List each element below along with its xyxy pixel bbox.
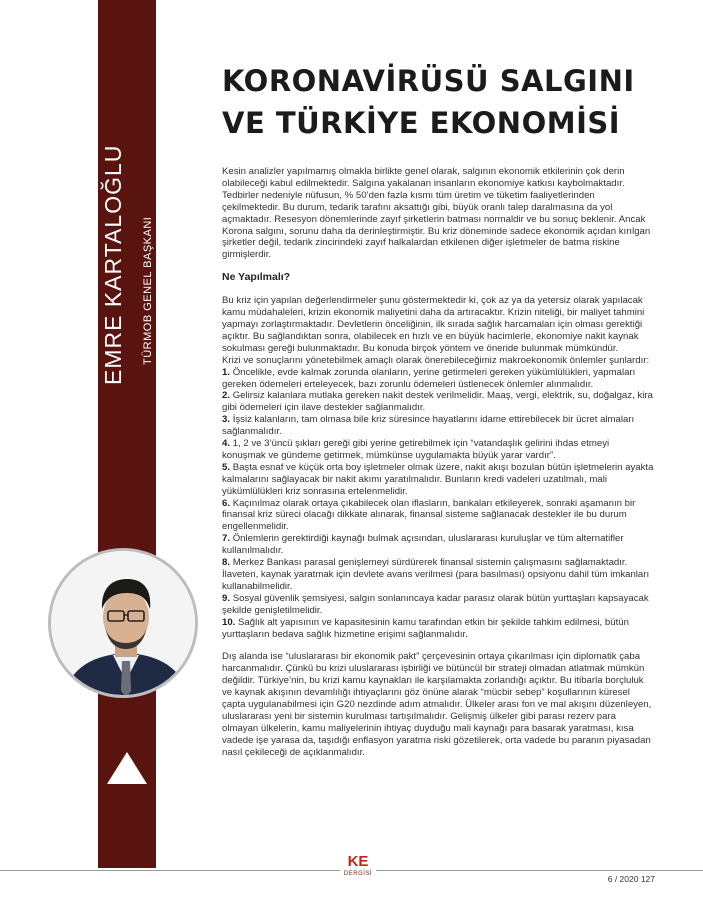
article-body <box>222 166 654 759</box>
measures-list <box>222 367 654 641</box>
article-title-line2: VE TÜRKİYE EKONOMİSİ <box>222 106 621 140</box>
list-item: 10. Sağlık alt yapısının ve kapasitesinin kamu tarafından etkin bir şekilde tahkim edilmesi, bütün yurttaşların bedava sağlık hizmetine erişimi sağlanmalıdır. <box>222 616 629 640</box>
list-item: 7. Önlemlerin gerektirdiği kaynağı bulmak açısından, uluslararası kuruluşlar ve tüm alternatifler kullanılmalıdır. <box>222 533 624 557</box>
page-number: 6 / 2020 127 <box>607 874 655 884</box>
list-item: 1. Öncelikle, evde kalmak zorunda olanların, yerine getirmeleri gereken yükümlülükleri, yapmaları gereken ödemeleri erteleyecek, bazı zorunlu ödemeleri üstlenecek önlemler alınmalıdır. <box>222 366 636 390</box>
body-paragraph: Bu kriz için yapılan değerlendirmeler şunu göstermektedir ki, çok az ya da yetersiz olarak yapılacak kamu müdahaleleri, krizin ekonomik maliyetini daha da artıracaktır. Krizin niteliği, bir maliyet tahmini yapmayı zorlaştırmaktadır. Devletlerin önceliğinin, ilk sırada sağlık harcamaları için olması gerektiği açıktır. Bu sağlandıktan sonra, olabilecek en hızlı ve en büyük hacimlerle, ekonomiye nakit kaynak sokulması gereği bulunmaktadır. Bu konuda birçok yöntem ve öneride bulunmak mümkündür. <box>222 295 645 354</box>
up-arrow-icon <box>107 752 147 784</box>
author-portrait-illustration <box>51 551 198 698</box>
logo-text: DERGİSİ <box>343 871 373 877</box>
author-name: EMRE KARTALOĞLU <box>100 144 126 385</box>
list-item: 8. Merkez Bankası parasal genişlemeyi sürdürerek finansal sistemin çalışmasını sağlamaktadır. İlaveten, kaynak yaratmak için devlete avans verilmesi (para basılması) opsiyonu dahil tüm imkanları kullanabilmelidir. <box>222 557 650 592</box>
list-item: 5. Başta esnaf ve küçük orta boy işletmeler olmak üzere, nakit akışı bozulan bütün işletmelerin ayakta kalmalarını sağlayacak bir nakit akımı yaratılmalıdır. Bunların kredi vadeleri uzatılmalı, mali yükümlülükleri kriz sonrasına ertelenmelidir. <box>222 461 654 497</box>
body-paragraph: Krizi ve sonuçlarını yönetebilmek amaçlı olarak önerebileceğimiz makroekonomik önlemler şunlardır: <box>222 354 650 366</box>
list-item: 4. 1, 2 ve 3’üncü şıkları gereği gibi yerine getirebilmek için “vatandaşlık gelirini ihdas etmeyi konuşmak ve gündeme getirmek, mümkünse uygulamakta büyük yarar vardır”. <box>222 438 610 461</box>
section-subheading: Ne Yapılmalı? <box>222 271 291 284</box>
intro-paragraph: Kesin analizler yapılmamış olmakla birlikte genel olarak, salgının ekonomik etkilerinin çok derin olabileceği kabul edilmektedir. Salgına yakalanan insanların ekonomiye katkısı kaybolmaktadır. Tedbirler nedeniyle nüfusun, % 50’den fazla kısmı tüm üretim ve tüketim faaliyetlerinden çekilmektedir. Bu durum, tedarik tarafını aksattığı gibi, büyük oranlı talep daralmasına da yol açmaktadır. Resesyon dönemlerinde zayıf şirketlerin batması normaldir ve bu sonuç beklenir. Ancak Korona salgını, sorunu daha da derinleştirmiştir. Bu kriz döneminde sadece ekonomik açıdan kırılgan şirketler değil, tedarik zincirindeki zayıf halkalardan etkilenen diğer işletmeler de batma riskine girmişlerdir. <box>222 166 651 261</box>
logo-mark: KE <box>347 853 369 870</box>
article-title-line1: KORONAVİRÜSÜ SALGINI <box>222 64 635 98</box>
list-item: 2. Gelirsiz kalanlara mutlaka gereken nakit destek verilmelidir. Maaş, vergi, elektrik, su, doğalgaz, kira gibi ödemeleri için ilave destekler sağlanmalıdır. <box>222 390 653 414</box>
list-item: 9. Sosyal güvenlik şemsiyesi, salgın sonlanıncaya kadar parasız olarak bütün yurttaşları kapsayacak şekilde genişletilmelidir. <box>222 592 649 616</box>
article-title <box>222 60 635 144</box>
magazine-logo <box>340 853 376 883</box>
author-photo <box>48 548 198 698</box>
author-role: TÜRMOB GENEL BAŞKANI <box>142 216 154 365</box>
closing-paragraph: Dış alanda ise “uluslararası bir ekonomik pakt” çerçevesinin ortaya çıkarılması için diplomatik çaba harcanmalıdır. Çünkü bu krizi uluslararası işbirliği ve bütüncül bir strateji olmadan atlatmak mümkün değildir. Türkiye’nin, bu krizi kamu kaynakları ile karşılamakta zorlandığı açıktır. Bu itibarla borçluluk ve kaynak akışının devamlılığı ihtiyaçlarını göz önüne alarak “mücbir sebep” koşullarının küresel çapta uygulanabilmesi için G20 nezdinde adım atmalıdır. Ülkeler arası fon ve mal akışını düzenleyen, uluslararası yeni bir sistemin kurulması tartışılmalıdır. Gelişmiş ülkeler gibi parası rezerv para olmayan ülkelerin, kamu maliyelerinin ihtiyaç duyduğu mali kaynağı para basarak yaratması, kısa vadede işe yarasa da, taşıdığı enflasyon yaratma riski gözetilerek, orta vadede bu paranın piyasadan nasıl çekileceği de açıklanmalıdır. <box>222 651 652 758</box>
list-item: 6. Kaçınılmaz olarak ortaya çıkabilecek olan iflasların, bankaları etkileyerek, sonraki aşamanın bir finansal kriz süreci olacağı dikkate alınarak, finansal sisteme sağlanacak destekler ile bu durum engellenmelidir. <box>222 497 636 533</box>
list-item: 3. İşsiz kalanların, tam olmasa bile kriz süresince hayatlarını idame ettirebilecek bir ücret almaları sağlanmalıdır. <box>222 414 635 438</box>
